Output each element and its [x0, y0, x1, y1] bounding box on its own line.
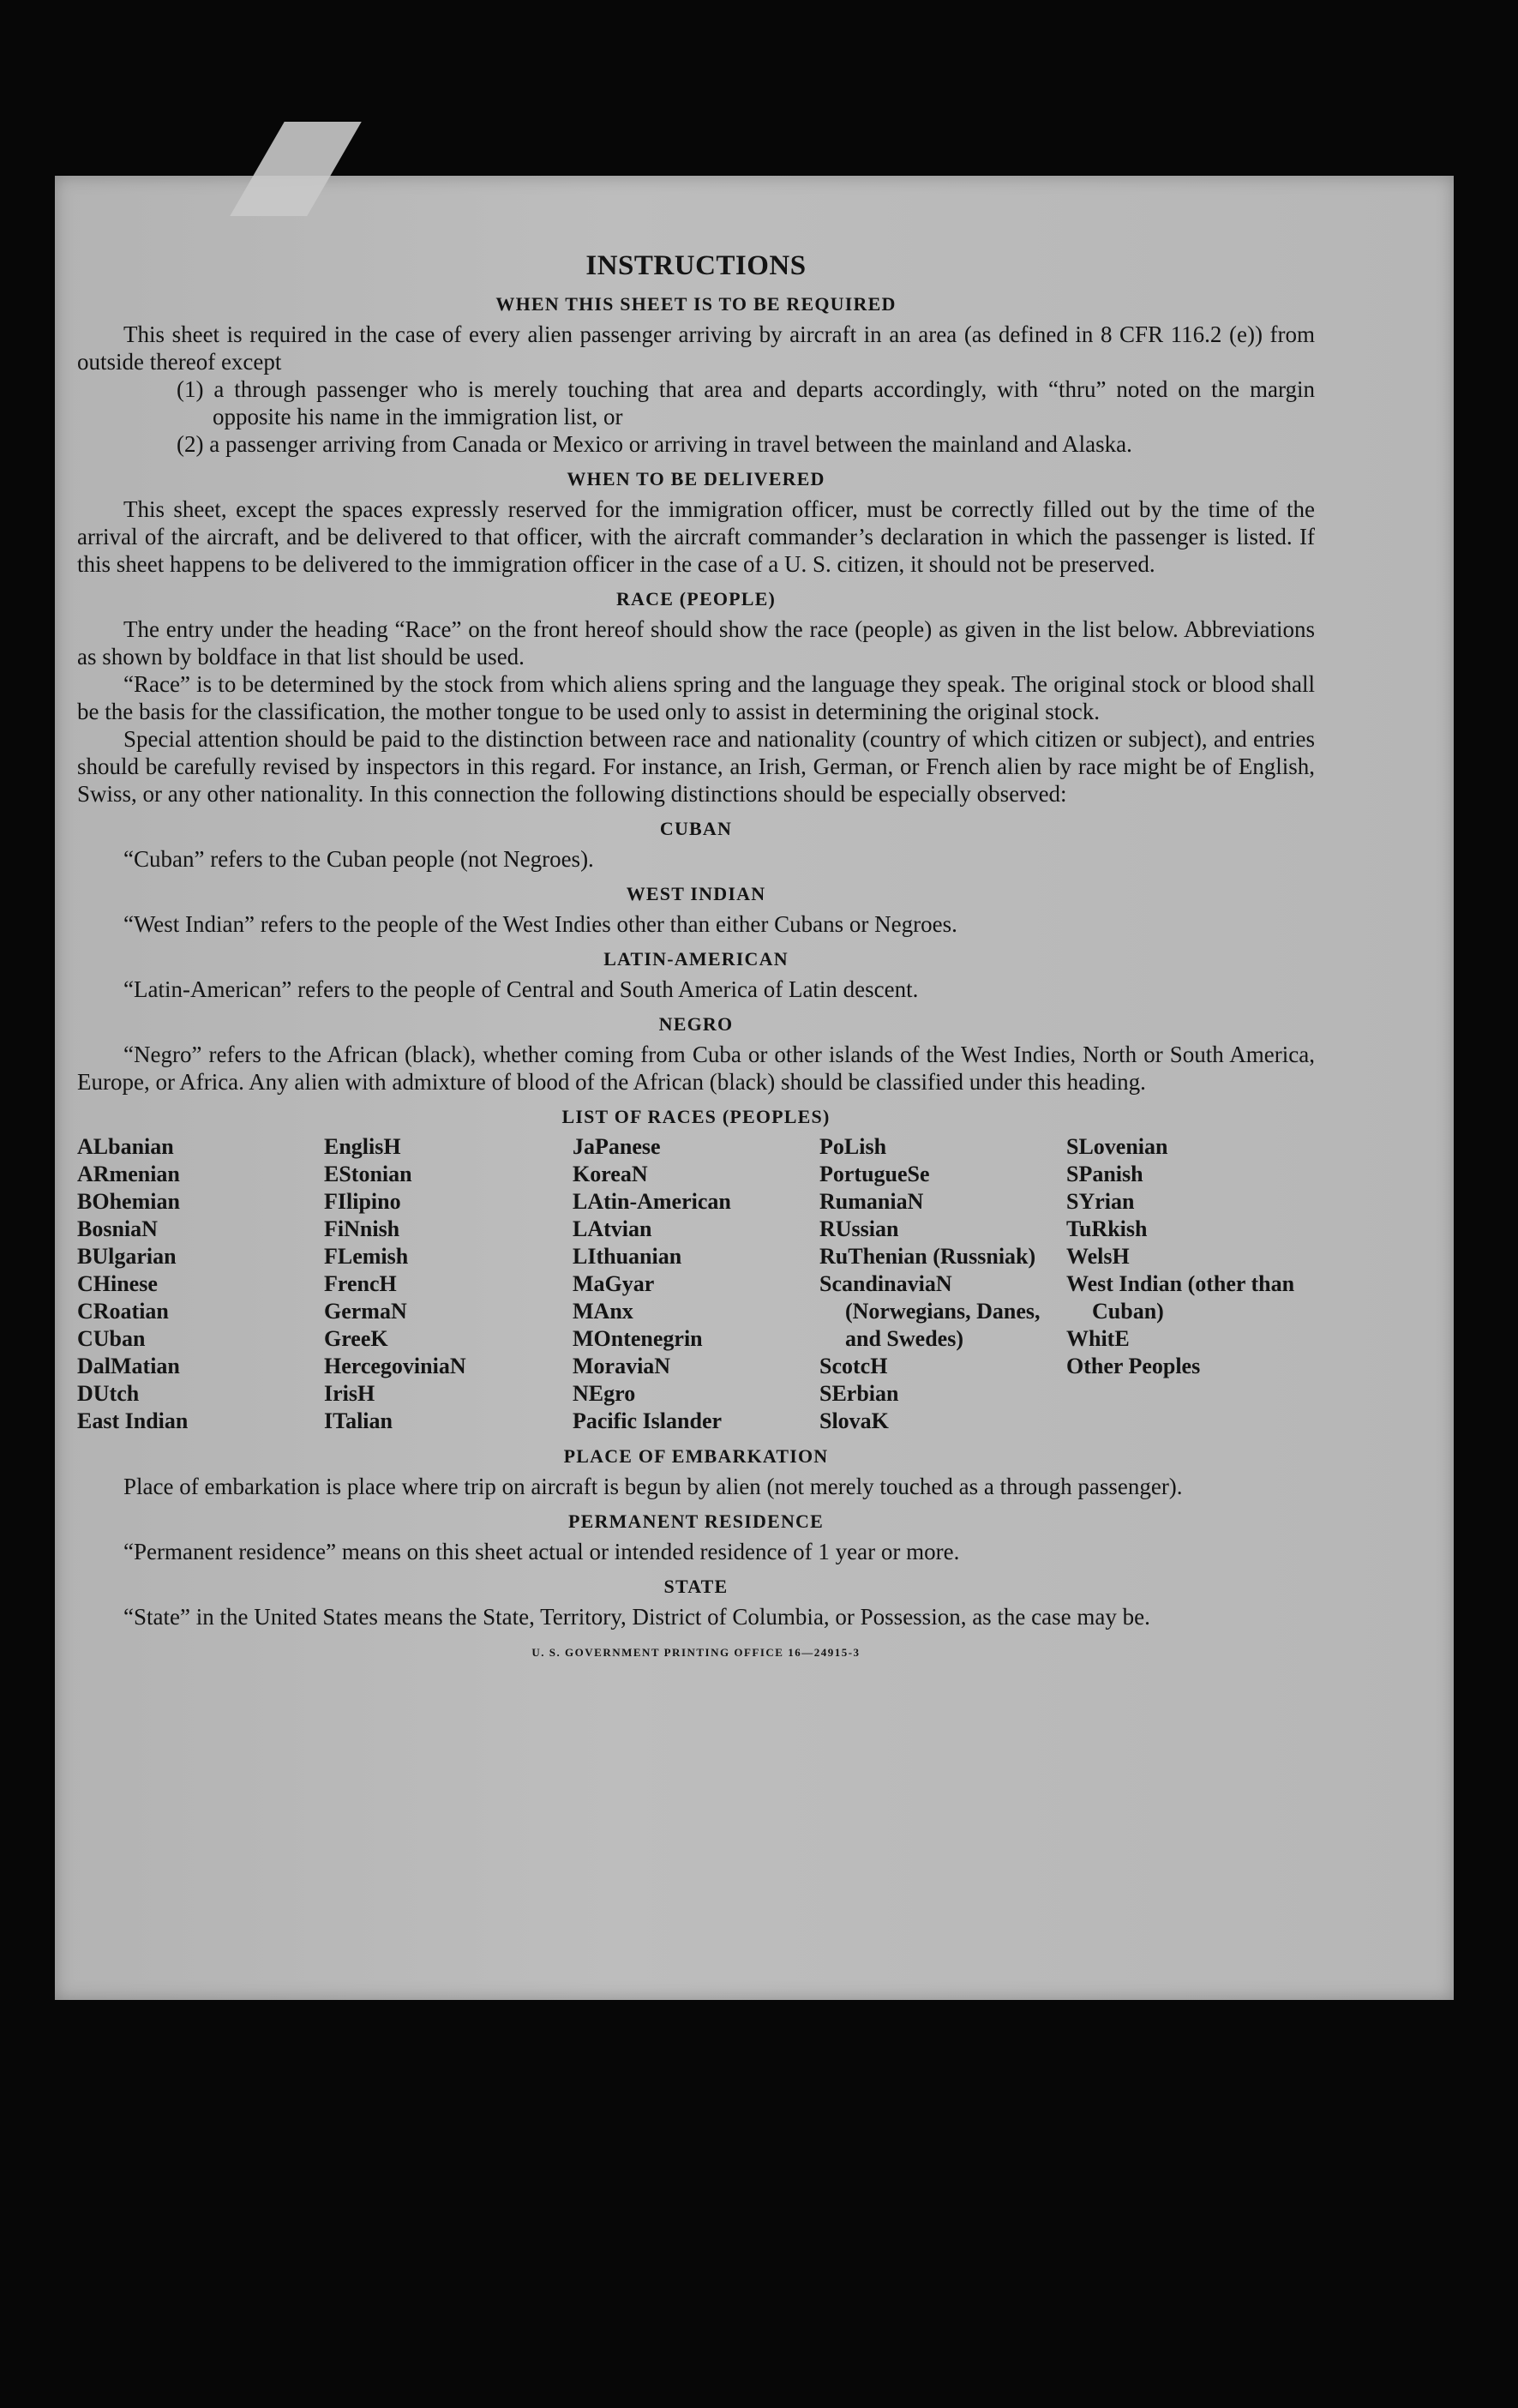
race-list-item: CUban — [77, 1326, 146, 1351]
race-list-item: MaGyar — [573, 1271, 655, 1296]
residence-text: “Permanent residence” means on this sheet actual or intended residence of 1 year or more. — [123, 1539, 960, 1564]
race-list-item: East Indian — [77, 1408, 189, 1433]
latin-american-text: “Latin-American” refers to the people of Central and South America of Latin descent. — [123, 976, 919, 1002]
race-list-item: GermaN — [324, 1299, 407, 1324]
heading-race-list: LIST OF RACES (PEOPLES) — [561, 1106, 831, 1127]
race-list-item: SLovenian — [1066, 1134, 1168, 1159]
race-list-item: ScotcH — [819, 1354, 888, 1378]
heading-latin-american: LATIN-AMERICAN — [603, 948, 789, 970]
race-list-item: FIlipino — [324, 1189, 401, 1214]
race-list-item: IrisH — [324, 1381, 375, 1406]
race-list-item: BUlgarian — [77, 1244, 177, 1269]
race-list-item: ARmenian — [77, 1162, 180, 1186]
race-paragraph-3: Special attention should be paid to the distinction between race and nationality (country of which citizen or subject), and entries should be carefully revised by inspectors in this regard. For instance, an Irish, German, or French alien by race might be of English, Swiss, or any other nationality. In this connection the following distinctions should be especially observed: — [77, 726, 1315, 807]
race-list-item: ITalian — [324, 1408, 393, 1433]
race-list-column-1 — [77, 1133, 324, 1435]
delivered-text: This sheet, except the spaces expressly reserved for the immigration officer, must be correctly filled out by the time of the arrival of the aircraft, and be delivered to that officer, with the aircraft commander’s declaration in which the passenger is listed. If this sheet happens to be delivered to the immigration officer in the case of a U. S. citizen, it should not be preserved. — [77, 496, 1315, 577]
heading-required: WHEN THIS SHEET IS TO BE REQUIRED — [495, 293, 897, 315]
race-list-item: PortugueSe — [819, 1162, 930, 1186]
race-list-item: KoreaN — [573, 1162, 648, 1186]
race-list-column-4 — [819, 1133, 1066, 1435]
race-list-item: HercegoviniaN — [324, 1354, 466, 1378]
race-list-item: WhitE — [1066, 1326, 1130, 1351]
race-list-item: WelsH — [1066, 1244, 1130, 1269]
race-list-item: FiNnish — [324, 1216, 400, 1241]
race-list-item: West Indian (other than Cuban) — [1066, 1271, 1295, 1324]
heading-cuban: CUBAN — [659, 818, 733, 839]
embarkation-text: Place of embarkation is place where trip on aircraft is begun by alien (not merely touched as a through passenger). — [123, 1474, 1183, 1499]
race-list-item: ALbanian — [77, 1134, 174, 1159]
race-list-item: EnglisH — [324, 1134, 401, 1159]
race-list-item: SlovaK — [819, 1408, 889, 1433]
heading-race: RACE (PEOPLE) — [615, 588, 777, 610]
race-list-item: GreeK — [324, 1326, 388, 1351]
race-paragraph-1: The entry under the heading “Race” on the front hereof should show the race (people) as given in the list below. Abbreviations as shown by boldface in that list should be used. — [77, 616, 1315, 670]
race-list-item: CRoatian — [77, 1299, 169, 1324]
required-intro: This sheet is required in the case of every alien passenger arriving by aircraft in an area (as defined in 8 CFR 116.2 (e)) from outside thereof except — [77, 321, 1315, 375]
heading-delivered: WHEN TO BE DELIVERED — [567, 468, 825, 489]
negro-text: “Negro” refers to the African (black), whether coming from Cuba or other islands of the West Indies, North or South America, Europe, or Africa. Any alien with admixture of blood of the African (black) should be classified under this heading. — [77, 1042, 1315, 1095]
race-list-item: RUssian — [819, 1216, 899, 1241]
race-list-item: NEgro — [573, 1381, 636, 1406]
race-list-item: JaPanese — [573, 1134, 661, 1159]
race-list-item: RuThenian (Russniak) — [819, 1244, 1036, 1269]
race-list-item: EStonian — [324, 1162, 412, 1186]
race-list-item: CHinese — [77, 1271, 158, 1296]
race-list-item: PoLish — [819, 1134, 887, 1159]
race-list-item: SErbian — [819, 1381, 899, 1406]
race-list-table — [77, 1133, 1315, 1435]
race-list-item: Other Peoples — [1066, 1354, 1201, 1378]
heading-west-indian: WEST INDIAN — [626, 883, 766, 904]
required-item-1: (1) a through passenger who is merely touching that area and departs accordingly, with “thru” noted on the margin opposite his name in the immigration list, or — [177, 376, 1315, 429]
heading-permanent-residence: PERMANENT RESIDENCE — [567, 1510, 825, 1532]
race-list-item: FrencH — [324, 1271, 397, 1296]
race-list-item: MoraviaN — [573, 1354, 671, 1378]
race-list-item: BosniaN — [77, 1216, 158, 1241]
race-list-item: FLemish — [324, 1244, 409, 1269]
heading-embarkation: PLACE OF EMBARKATION — [563, 1445, 829, 1467]
race-list-item: MOntenegrin — [573, 1326, 703, 1351]
race-list-column-5 — [1066, 1133, 1315, 1435]
race-list-item: RumaniaN — [819, 1189, 924, 1214]
race-list-item: LAtin-American — [573, 1189, 731, 1214]
race-list-item: DalMatian — [77, 1354, 180, 1378]
required-item-2: (2) a passenger arriving from Canada or Mexico or arriving in travel between the mainland and Alaska. — [177, 431, 1132, 457]
race-list-item: MAnx — [573, 1299, 633, 1324]
race-list-item: TuRkish — [1066, 1216, 1148, 1241]
race-list-item: DUtch — [77, 1381, 140, 1406]
race-list-item: ScandinaviaN (Norwegians, Danes, and Swedes) — [819, 1271, 1041, 1351]
page-title: INSTRUCTIONS — [585, 250, 807, 281]
race-paragraph-2: “Race” is to be determined by the stock from which aliens spring and the language they speak. The original stock or blood shall be the basis for the classification, the mother tongue to be used only to assist in determining the original stock. — [77, 671, 1315, 724]
cuban-text: “Cuban” refers to the Cuban people (not Negroes). — [123, 846, 594, 872]
race-list-item: BOhemian — [77, 1189, 180, 1214]
race-list-item: SPanish — [1066, 1162, 1143, 1186]
state-text: “State” in the United States means the State, Territory, District of Columbia, or Possession, as the case may be. — [123, 1604, 1150, 1630]
instructions-document — [77, 249, 1315, 1666]
race-list-item: SYrian — [1066, 1189, 1135, 1214]
race-list-column-3 — [573, 1133, 819, 1435]
race-list-item: Pacific Islander — [573, 1408, 723, 1433]
race-list-item: LAtvian — [573, 1216, 652, 1241]
race-list-item: LIthuanian — [573, 1244, 682, 1269]
race-list-column-2 — [324, 1133, 573, 1435]
heading-state: STATE — [663, 1576, 729, 1597]
heading-negro: NEGRO — [658, 1013, 734, 1035]
west-indian-text: “West Indian” refers to the people of the West Indies other than either Cubans or Negroes. — [123, 911, 957, 937]
printer-imprint: U. S. GOVERNMENT PRINTING OFFICE 16—24915-3 — [531, 1646, 861, 1659]
